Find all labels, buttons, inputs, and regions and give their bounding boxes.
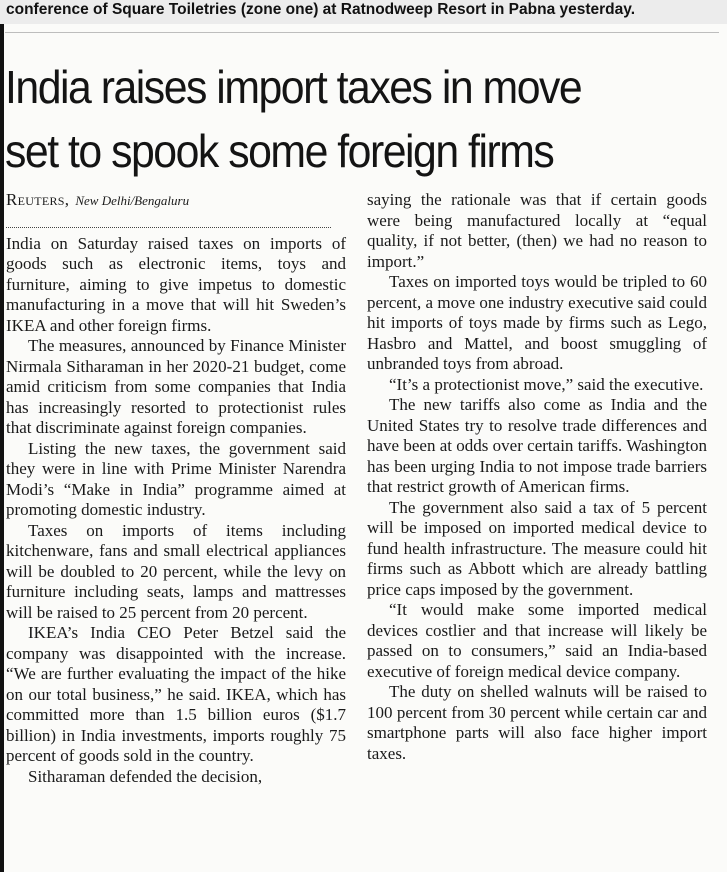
paragraph: India on Saturday raised taxes on imports of goods such as electronic items, toys and furniture, aiming to give impetus to domestic manufacturing in a move that will hit Sweden’s IKEA and other foreign firms. [6,233,346,335]
paragraph: “It’s a protectionist move,” said the executive. [389,374,704,394]
paragraph: The measures, announced by Finance Minister Nirmala Sitharaman in her 2020-21 budget, come amid criticism from some companies that India has increasingly resorted to protectionist rules that discriminate against foreign companies. [6,336,346,437]
paragraph: Listing the new taxes, the government said they were in line with Prime Minister Narendra Modi’s “Make in India” programme aimed at promoting domestic industry. [6,438,346,519]
article-column-left [6,190,346,787]
paragraph: Sitharaman defended the decision, [28,766,263,786]
headline-line-1: India raises import taxes in move [5,61,582,113]
paragraph: IKEA’s India CEO Peter Betzel said the company was disappointed with the increase. “We are further evaluating the impact of the hike on our total business,” he said. IKEA, which has committed more than 1.5 billion euros ($1.7 billion) in India investments, imports roughly 75 percent of goods sold in the country. [6,623,346,765]
paragraph: Taxes on imported toys would be tripled to 60 percent, a move one industry executive said could hit imports of toys made by firms such as Lego, Hasbro and Mattel, and boost smuggling of unbranded toys from abroad. [367,272,707,373]
byline-agency: Reuters, [6,190,70,209]
paragraph: Taxes on imports of items including kitchenware, fans and small electrical appliances will be doubled to 20 percent, while the levy on furniture including seats, lamps and mattresses will be raised to 25 percent from 20 percent. [6,520,346,622]
caption-divider [5,32,719,33]
paragraph: “It would make some imported medical devices costlier and that increase will likely be passed on to consumers,” said an India-based executive of foreign medical device company. [367,600,707,681]
article-column-right [367,190,707,764]
page-edge-bar [0,0,4,872]
photo-caption: conference of Square Toiletries (zone one) at Ratnodweep Resort in Pabna yesterday. [0,0,727,24]
headline [5,55,671,183]
paragraph: saying the rationale was that if certain goods were being manufactured locally at “equal quality, if not better, (then) we had no reason to import.” [367,190,707,271]
paragraph: The new tariffs also come as India and the United States try to resolve trade differences and have been at odds over certain tariffs. Washington has been urging India to not impose trade barriers that restrict growth of American firms. [367,395,707,496]
byline-dotted-rule [6,214,331,228]
headline-line-2: set to spook some foreign firms [5,125,554,177]
paragraph: The government also said a tax of 5 percent will be imposed on imported medical device to fund health infrastructure. The measure could hit firms such as Abbott which are already battling price caps imposed by the government. [367,497,707,599]
byline [6,190,346,212]
byline-dateline: New Delhi/Bengaluru [75,193,190,208]
paragraph: The duty on shelled walnuts will be raised to 100 percent from 30 percent while certain car and smartphone parts will also face higher import taxes. [367,682,707,763]
